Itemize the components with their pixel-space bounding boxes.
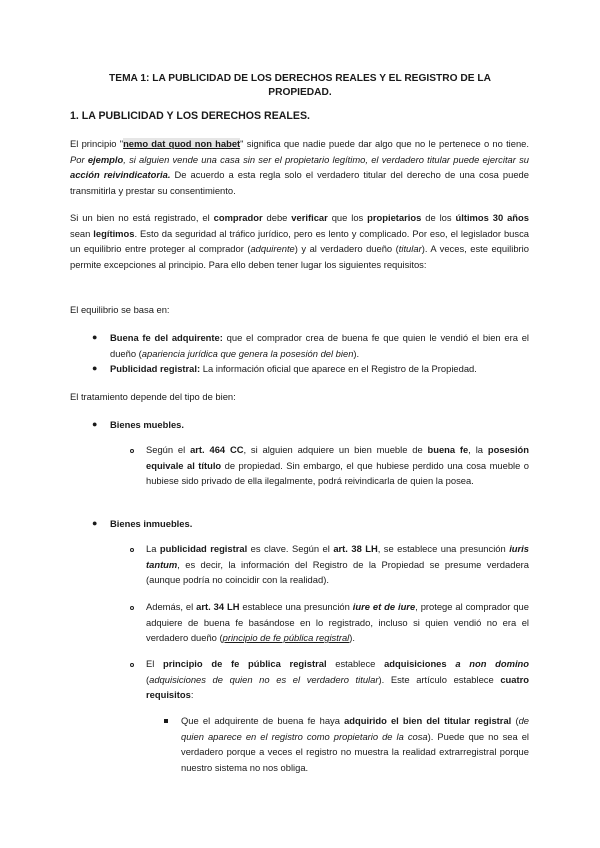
sub-item-art-38: La publicidad registral es clave. Según el art. 38 LH, se establece una presunción iuris tantum, es decir, la información del Registro de la Propiedad se presume verdadera (aunque podría no coincidir con la realidad).: [146, 543, 529, 586]
bullet-dot: ●: [92, 363, 98, 373]
paragraph-registro: Si un bien no está registrado, el comprador debe verificar que los propietarios de los últimos 30 años sean legítimos. Esto da seguridad al tráfico jurídico, pero es lento y complicado. Por eso, el legislador busca un equilibrio entre proteger al comprador (adquirente) y al verdadero dueño (titular). A veces, este equilibrio permite excepciones al principio. Para ello deben tener lugar los siguientes requisitos:: [70, 212, 529, 270]
paragraph-equilibrio: El equilibrio se basa en:: [70, 304, 170, 315]
bullet-dot: ●: [92, 419, 98, 429]
list-item-muebles: Bienes muebles.: [110, 419, 184, 430]
circle-bullet: [130, 449, 134, 453]
list-item-publicidad: Publicidad registral: La información oficial que aparece en el Registro de la Propiedad.: [110, 363, 477, 374]
requirement-item-1: Que el adquirente de buena fe haya adquirido el bien del titular registral (de quien aparece en el registro como propietario de la cosa). Puede que no sea el verdadero porque a veces el registro no muestra la realidad extrarregistral porque nuestro sistema no nos obliga.: [181, 715, 530, 773]
circle-bullet: [130, 606, 134, 610]
circle-bullet: [130, 548, 134, 552]
bullet-dot: ●: [92, 332, 98, 342]
section-heading: 1. LA PUBLICIDAD Y LOS DERECHOS REALES.: [70, 110, 310, 122]
document-title: TEMA 1: LA PUBLICIDAD DE LOS DERECHOS REALES Y EL REGISTRO DE LA PROPIEDAD.: [109, 73, 491, 98]
paragraph-nemo-dat: El principio "nemo dat quod non habet" significa que nadie puede dar algo que no le pertenece o no tiene. Por ejemplo, si alguien vende una casa sin ser el propietario legítimo, el verdadero titular puede ejercitar su acción reivindicatoria. De acuerdo a esta regla solo el verdadero titular del derecho de una cosa puede transmitirla y prestar su consentimiento.: [70, 138, 530, 196]
square-bullet: [164, 719, 168, 723]
circle-bullet: [130, 663, 134, 667]
sub-item-art-34: Además, el art. 34 LH establece una presunción iure et de iure, protege al comprador que adquiere de buena fe basándose en lo registrado, incluso si quien vendió no era el verdadero dueño (principio de fe pública registral).: [146, 601, 529, 644]
bullet-dot: ●: [92, 518, 98, 528]
paragraph-tratamiento: El tratamiento depende del tipo de bien:: [70, 391, 236, 402]
list-item-inmuebles: Bienes inmuebles.: [110, 518, 193, 529]
sub-item-fe-publica: El principio de fe pública registral establece adquisiciones a non domino (adquisiciones de quien no es el verdadero titular). Este artículo establece cuatro requisitos:: [146, 658, 529, 701]
sub-item-art-464: Según el art. 464 CC, si alguien adquiere un bien mueble de buena fe, la posesión equivale al título de propiedad. Sin embargo, el que hubiese perdido una cosa mueble o hubiese sido privado de ella ilegalmente, podrá reivindicarla de quien la posea.: [146, 444, 530, 487]
list-item-buena-fe: Buena fe del adquirente: que el comprador crea de buena fe que quien le vendió el bien era el dueño (apariencia jurídica que genera la posesión del bien).: [110, 332, 529, 359]
